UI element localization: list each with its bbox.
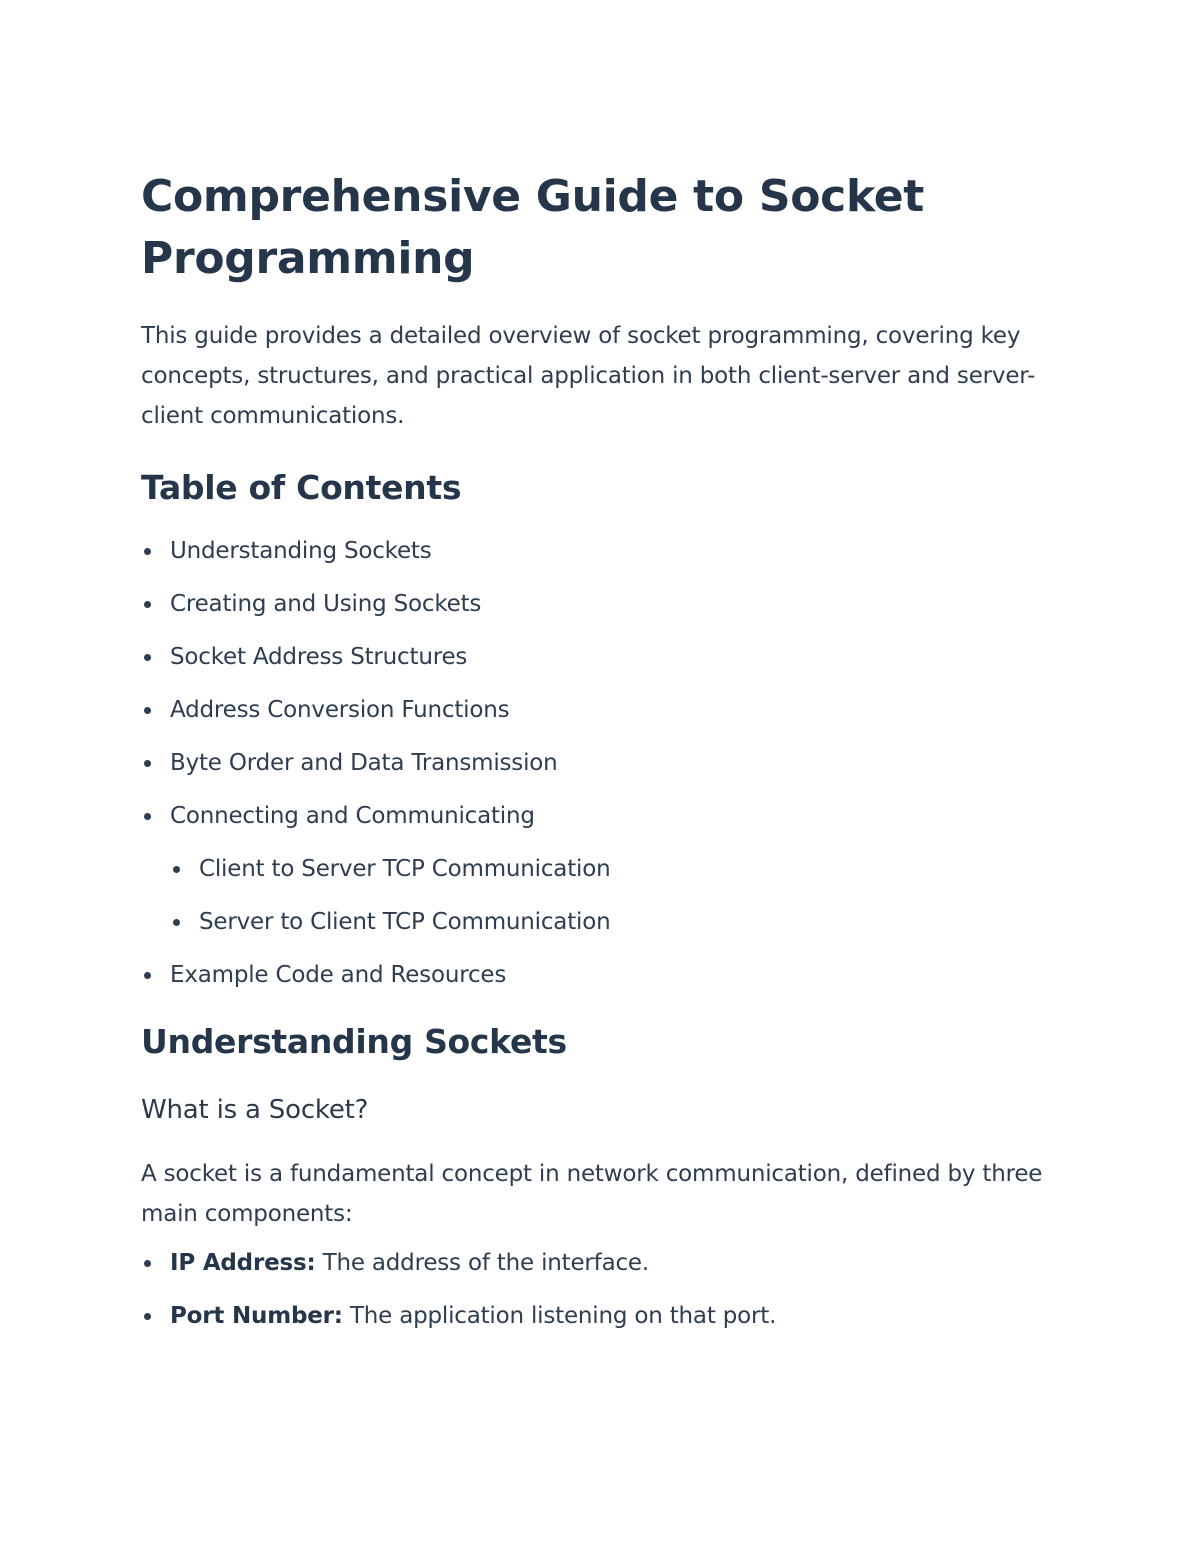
toc-item-address-structures[interactable] — [141, 642, 1061, 672]
toc-item-label: Byte Order and Data Transmission — [170, 750, 558, 776]
toc-item-conversion-functions[interactable] — [141, 695, 1061, 725]
bullet-icon — [144, 760, 151, 767]
intro-paragraph: This guide provides a detailed overview of socket programming, covering key concepts, structures, and practical application in both client-server and server-client communications. — [141, 323, 1036, 429]
toc-subitem-label: Server to Client TCP Communication — [199, 909, 611, 935]
bullet-icon — [144, 707, 151, 714]
subheading-what-is-socket: What is a Socket? — [141, 1095, 369, 1125]
toc-item-byte-order[interactable] — [141, 748, 1061, 778]
desc-ip-address: The address of the interface. — [315, 1250, 649, 1276]
bullet-icon — [144, 654, 151, 661]
document-content — [141, 166, 1061, 1354]
bullet-icon — [173, 919, 180, 926]
toc-item-label: Example Code and Resources — [170, 962, 507, 988]
toc-item-label: Understanding Sockets — [170, 538, 432, 564]
toc-subitem-label: Client to Server TCP Communication — [199, 856, 611, 882]
toc-item-label: Connecting and Communicating — [170, 803, 535, 829]
bullet-icon — [173, 866, 180, 873]
term-port-number: Port Number: — [170, 1303, 343, 1329]
list-item-port-number — [141, 1301, 1061, 1331]
toc-subitem-server-to-client[interactable] — [170, 907, 1061, 937]
socket-definition-paragraph: A socket is a fundamental concept in network communication, defined by three main components: — [141, 1161, 1043, 1227]
toc-item-understanding-sockets[interactable] — [141, 536, 1061, 566]
toc-item-label: Address Conversion Functions — [170, 697, 510, 723]
section-heading-understanding-sockets: Understanding Sockets — [141, 1022, 567, 1061]
toc-subitem-client-to-server[interactable] — [170, 854, 1061, 884]
bullet-icon — [144, 972, 151, 979]
bullet-icon — [144, 1313, 151, 1320]
toc-item-label: Creating and Using Sockets — [170, 591, 482, 617]
term-ip-address: IP Address: — [170, 1250, 316, 1276]
table-of-contents — [141, 536, 1061, 990]
toc-sublist — [170, 854, 1061, 937]
toc-item-example-code[interactable] — [141, 960, 1061, 990]
toc-item-connecting[interactable] — [141, 801, 1061, 937]
toc-item-creating-sockets[interactable] — [141, 589, 1061, 619]
list-item-ip-address — [141, 1248, 1061, 1278]
bullet-icon — [144, 813, 151, 820]
socket-components-list — [141, 1248, 1061, 1331]
bullet-icon — [144, 601, 151, 608]
page-title: Comprehensive Guide to Socket Programming — [141, 171, 925, 284]
toc-heading: Table of Contents — [141, 468, 462, 507]
bullet-icon — [144, 1260, 151, 1267]
desc-port-number: The application listening on that port. — [342, 1303, 777, 1329]
bullet-icon — [144, 548, 151, 555]
toc-item-label: Socket Address Structures — [170, 644, 468, 670]
